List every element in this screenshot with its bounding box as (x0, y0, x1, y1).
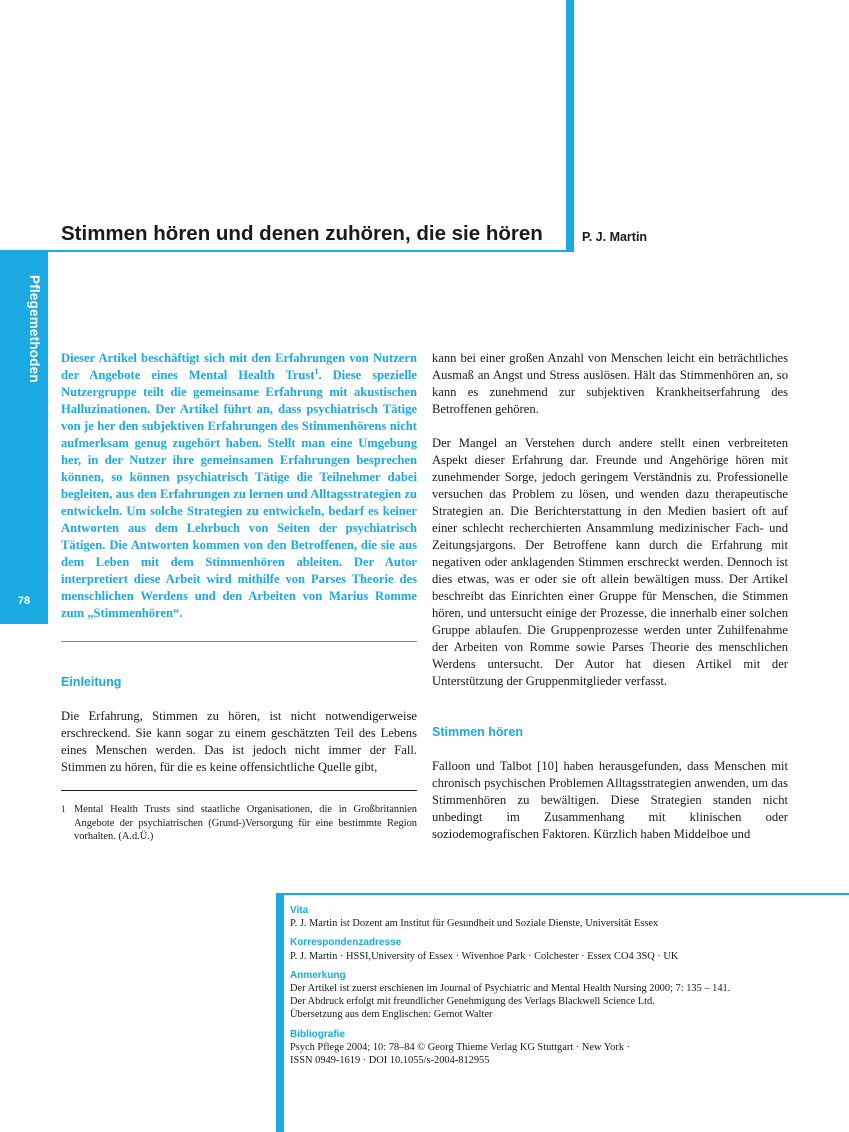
title-underline (0, 250, 566, 252)
note-line-3: Übersetzung aus dem Englischen: Gernot Walter (290, 1009, 493, 1021)
author-name: P. J. Martin (582, 230, 648, 244)
correspondence-heading: Korrespondenzadresse (290, 937, 402, 949)
section-gap (432, 690, 788, 724)
intro-heading: Einleitung (61, 675, 122, 689)
footnote (61, 803, 417, 844)
footnote-divider (61, 790, 417, 791)
abstract-divider (61, 641, 417, 642)
footnote-mark: 1 (61, 804, 66, 814)
body-paragraph-1: kann bei einer großen Anzahl von Menschen leicht ein beträchtliches Ausmaß an Angst und Stress auslösen. Hält das Stimmenhören an, so kann es zunehmend zur subjektiven Krankheitserfahrung des Betroffenen gehören. (432, 351, 788, 416)
right-column (432, 350, 788, 843)
bibliography-heading: Bibliografie (290, 1028, 346, 1040)
intro-paragraph: Die Erfahrung, Stimmen zu hören, ist nicht notwendigerweise erschreckend. Sie kann sogar zu einem geschätzten Teil des Lebens eines Menschen werden. Das ist jedoch nicht immer der Fall. Stimmen zu hören, für die es keine offensichtliche Quelle gibt, (61, 709, 417, 774)
bibliography-section (290, 1028, 840, 1068)
vita-accent-bar (276, 893, 284, 1132)
footnote-text: Mental Health Trusts sind staatliche Organisationen, die in Großbritannien Angebote der psychiatrischen (Grund-)Versorgung für eine bestimmte Region vorhalten. (A.d.Ü.) (74, 804, 417, 842)
bibliography-line-1: Psych Pflege 2004; 10: 78–84 © Georg Thieme Verlag KG Stuttgart · New York · (290, 1041, 631, 1053)
left-column (61, 350, 417, 844)
vita-box (290, 904, 840, 1073)
correspondence-section (290, 936, 840, 962)
body-paragraph-2: Der Mangel an Verstehen durch andere stellt einen verbreiteten Aspekt dieser Erfahrung dar. Freunde und Angehörige hören mit zunehmender Sorge, jedoch geringem Verständnis zu. Professionelle versuchen das Problem zu lösen, und wenden dazu therapeutische Strategien an. Die Berichterstattung in den Medien basiert oft auf einer schlecht recherchierten Ansammlung medizinischer Fach- und Zeitungsjargons. Der Betroffene kann durch die Erfahrung mit negativen oder anklagenden Stimmen erschreckt werden. Dennoch ist dies etwas, was er oder sie oft allein bewältigen muss. Der Artikel beschreibt das Einrichten einer Gruppe für Menschen, die Stimmen hören, und untersucht einige der Prozesse, die innerhalb einer solchen Gruppe ablaufen. Die Gruppenprozesse werden unter Zuhilfenahme der Arbeiten von Romme sowie Parses Theorie des menschlichen Werdens untersucht. Der Autor hat diesen Artikel mit der Unterstützung der Gruppenmitglieder verfasst. (432, 436, 788, 688)
body-paragraph-3: Falloon und Talbot [10] haben herausgefunden, dass Menschen mit chronisch psychischen Problemen Alltagsstrategien anwenden, um das Stimmenhören zu bewältigen. Diese Strategien standen nicht unbedingt im Zusammenhang mit klinischen oder soziodemografischen Faktoren. Kürzlich haben Middelboe und (432, 759, 788, 841)
abstract-text-part2: . Diese spezielle Nutzergruppe teilt die gemeinsame Erfahrung mit akustischen Halluzinationen. Der Artikel führt an, dass psychiatrisch Tätige von je her den subjektiven Erfahrungen des Stimmenhörens nicht aufmerksam genug zugehört haben. Stellt man eine Umgebung her, in der Nutzer ihre gemeinsamen Erfahrungen besprechen können, so können psychiatrisch Tätige die Teilnehmer dabei begleiten, aus den Erfahrungen zu lernen und Alltagsstrategien zu entwickeln. Um solche Strategien zu entwickeln, bedarf es keiner Antworten aus dem Lehrbuch von Seiten der psychiatrisch Tätigen. Die Antworten kommen von den Betroffenen, die sie aus dem Leben mit dem Stimmenhören ableiten. Der Autor interpretiert diese Arbeit wird mithilfe von Parses Theorie des menschlichen Werdens und den Arbeiten von Marius Romme zum „Stimmenhören“. (61, 368, 417, 620)
abstract (61, 350, 417, 622)
article-title: Stimmen hören und denen zuhören, die sie hören (61, 222, 543, 245)
vita-text: P. J. Martin ist Dozent am Institut für Gesundheit und Soziale Dienste, Universität Essex (290, 918, 659, 930)
footnote-reference[interactable]: 1 (314, 366, 319, 376)
paragraph-gap (432, 418, 788, 435)
note-line-2: Der Abdruck erfolgt mit freundlicher Genehmigung des Verlags Blackwell Science Ltd. (290, 996, 655, 1008)
vita-section (290, 904, 840, 930)
vita-top-line (276, 893, 849, 895)
top-accent-bar (566, 0, 574, 252)
vita-heading: Vita (290, 905, 309, 916)
voices-heading: Stimmen hören (432, 725, 523, 739)
page-number: 78 (17, 595, 31, 607)
correspondence-text: P. J. Martin · HSSI,University of Essex · Wivenhoe Park · Colchester · Essex CO4 3SQ · UK (290, 950, 679, 962)
bibliography-line-2: ISSN 0949-1619 · DOI 10.1055/s-2004-812955 (290, 1055, 490, 1067)
note-heading: Anmerkung (290, 969, 346, 981)
note-section (290, 969, 840, 1022)
note-line-1: Der Artikel ist zuerst erschienen im Journal of Psychiatric and Mental Health Nursing 2000; 7: 135 – 141. (290, 983, 731, 995)
section-label: Pflegemethoden (27, 275, 42, 383)
abstract-text-part1: Dieser Artikel beschäftigt sich mit den Erfahrungen von Nutzern der Angebote eines Mental Health Trust (61, 351, 417, 382)
